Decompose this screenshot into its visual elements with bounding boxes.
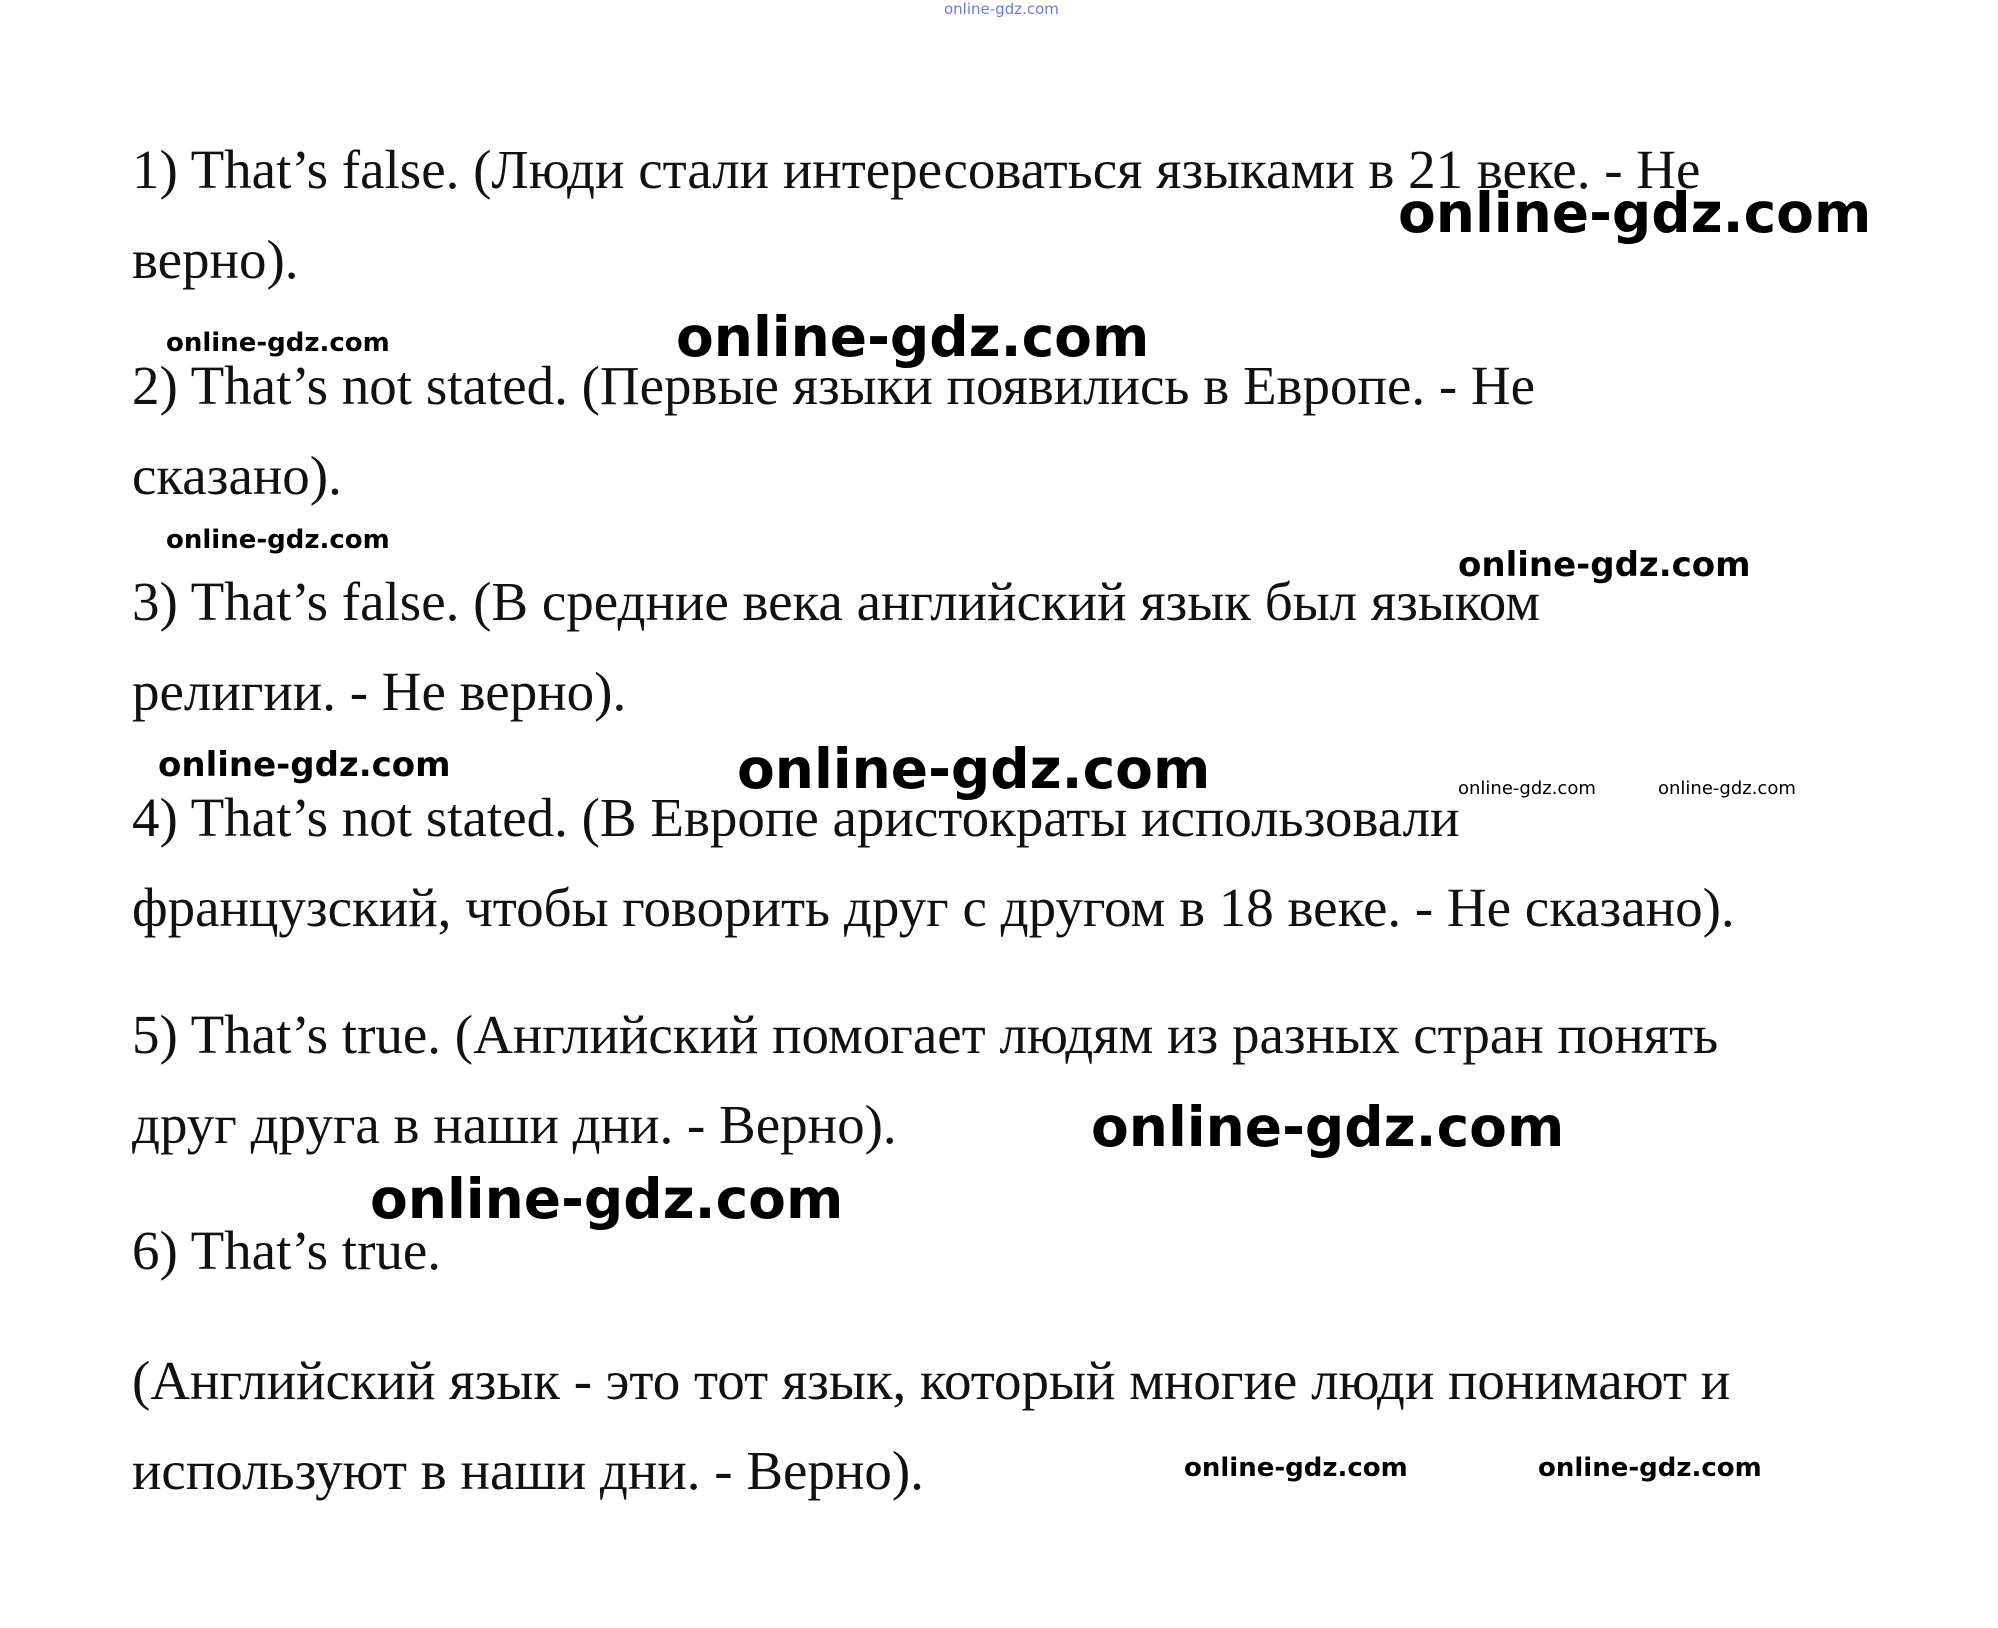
answer-2-line-1: 2) That’s not stated. (Первые языки появились в Европе. - Не — [132, 355, 1536, 416]
watermark-large-1: online-gdz.com — [1398, 181, 1872, 245]
watermark-small-2: online-gdz.com — [166, 525, 390, 555]
watermark-small-1: online-gdz.com — [166, 328, 390, 358]
watermark-small-4: online-gdz.com — [1538, 1453, 1762, 1483]
watermark-medium-2: online-gdz.com — [158, 745, 451, 785]
watermark-large-3: online-gdz.com — [737, 737, 1211, 801]
answer-6-line-1: 6) That’s true. — [132, 1220, 442, 1281]
answer-3-line-2: религии. - Не верно). — [132, 661, 627, 722]
answer-5-line-2: друг друга в наши дни. - Верно). — [132, 1094, 897, 1155]
watermark-large-4: online-gdz.com — [1091, 1095, 1565, 1159]
watermark-tiny-1: online-gdz.com — [1458, 778, 1596, 799]
answer-4-line-1: 4) That’s not stated. (В Европе аристократы использовали — [132, 787, 1460, 848]
answer-5-line-1: 5) That’s true. (Английский помогает людям из разных стран понять — [132, 1004, 1719, 1065]
watermark-tiny-2: online-gdz.com — [1658, 778, 1796, 799]
watermark-top: online-gdz.com — [944, 0, 1059, 18]
answer-2-line-2: сказано). — [132, 445, 342, 506]
watermark-large-2: online-gdz.com — [676, 305, 1150, 369]
answer-6-note-line-2: используют в наши дни. - Верно). — [132, 1440, 924, 1501]
watermark-small-3: online-gdz.com — [1184, 1453, 1408, 1483]
answer-1-line-1: 1) That’s false. (Люди стали интересоваться языками в 21 веке. - Не — [132, 139, 1701, 200]
answer-4-line-2: французский, чтобы говорить друг с другом в 18 веке. - Не сказано). — [132, 877, 1735, 938]
answer-1-line-2: верно). — [132, 229, 299, 290]
watermark-medium-1: online-gdz.com — [1458, 545, 1751, 585]
answer-3-line-1: 3) That’s false. (В средние века английский язык был языком — [132, 571, 1541, 632]
watermark-large-5: online-gdz.com — [370, 1167, 844, 1231]
answer-6-note-line-1: (Английский язык - это тот язык, который многие люди понимают и — [132, 1350, 1731, 1411]
